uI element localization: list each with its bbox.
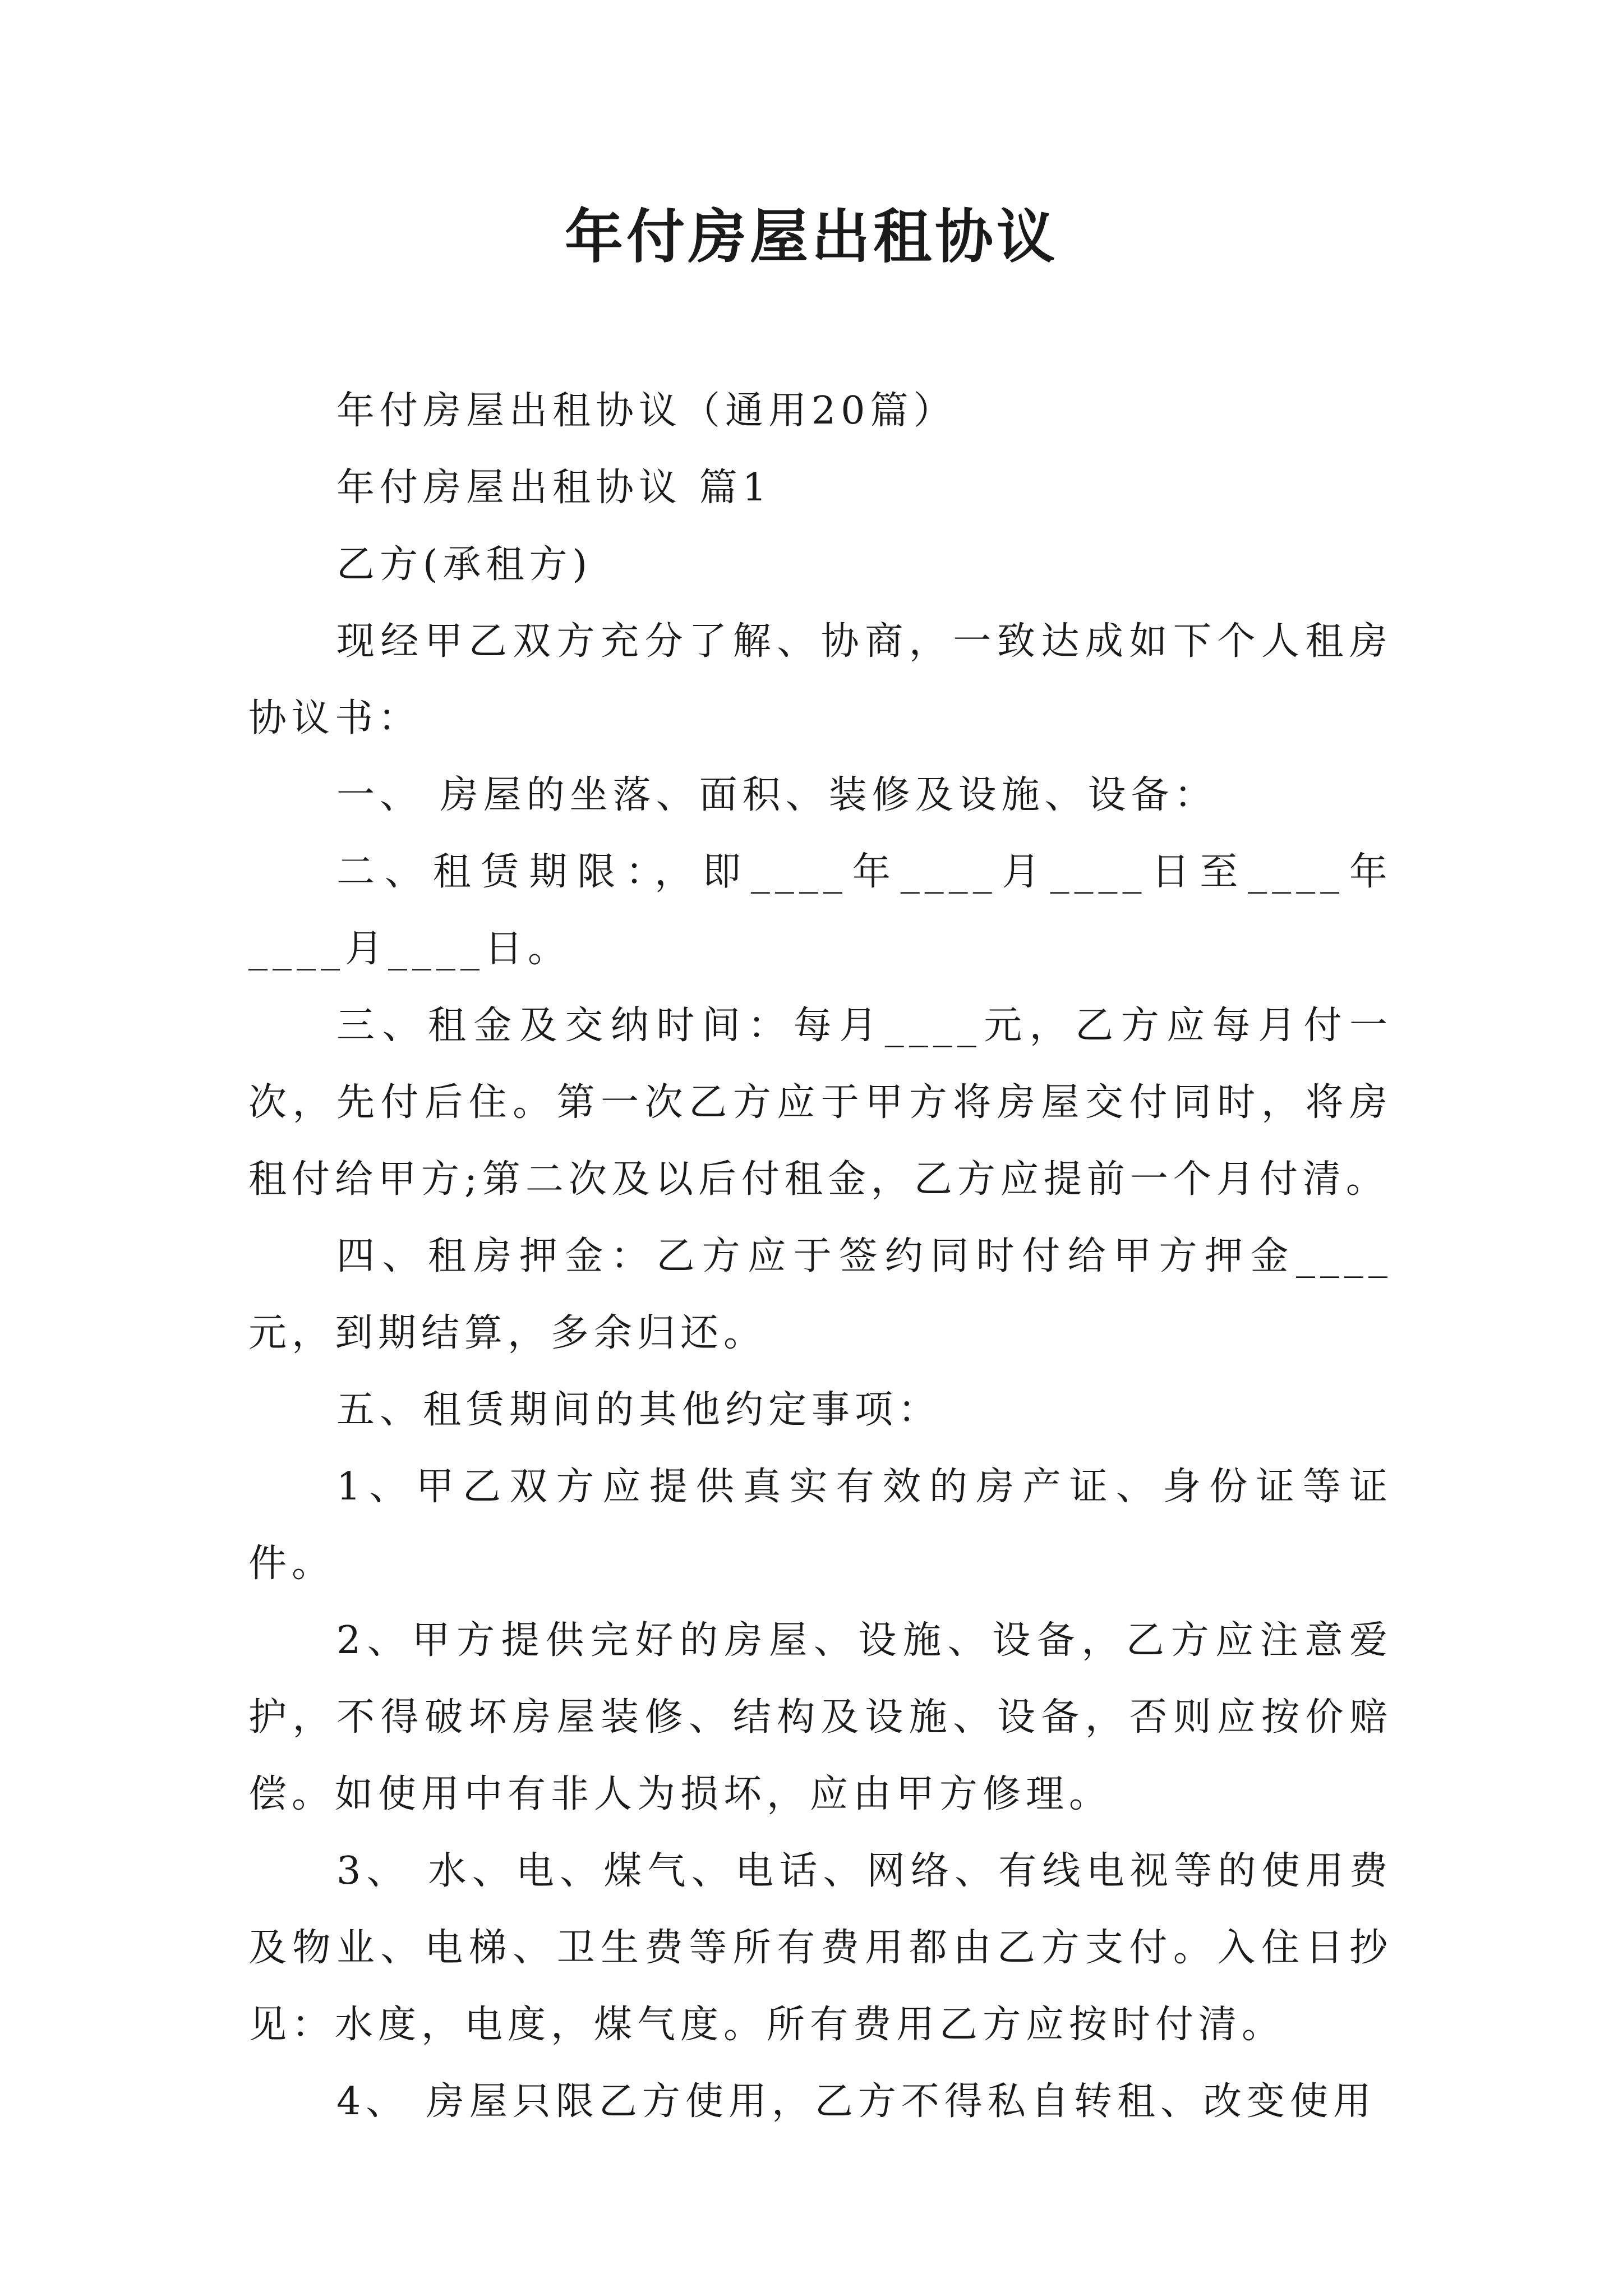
paragraph: 三、租金及交纳时间：每月____元，乙方应每月付一次，先付后住。第一次乙方应于甲方将房屋交付同时，将房租付给甲方;第二次及以后付租金，乙方应提前一个月付清。 — [248, 1004, 1393, 1202]
document-body — [248, 372, 1393, 2140]
paragraph: 年付房屋出租协议（通用20篇） — [336, 389, 957, 433]
paragraph: 四、租房押金：乙方应于签约同时付给甲方押金____元，到期结算，多余归还。 — [248, 1234, 1393, 1355]
paragraph: 年付房屋出租协议 篇1 — [336, 466, 772, 510]
paragraph: 3、 水、电、煤气、电话、网络、有线电视等的使用费及物业、电梯、卫生费等所有费用都由乙方支付。入住日抄见：水度，电度，煤气度。所有费用乙方应按时付清。 — [248, 1849, 1393, 2047]
paragraph: 现经甲乙双方充分了解、协商，一致达成如下个人租房协议书： — [248, 619, 1393, 740]
paragraph: 五、租赁期间的其他约定事项： — [336, 1388, 942, 1432]
document-title: 年付房屋出租协议 — [564, 202, 1058, 271]
paragraph: 二、租赁期限：，即____年____月____日至____年____月____日。 — [248, 850, 1393, 971]
paragraph: 乙方(承租方) — [336, 542, 593, 587]
paragraph: 4、 房屋只限乙方使用，乙方不得私自转租、改变使用 — [336, 2079, 1376, 2124]
paragraph: 1、甲乙双方应提供真实有效的房产证、身份证等证件。 — [248, 1465, 1393, 1586]
paragraph: 2、甲方提供完好的房屋、设施、设备，乙方应注意爱护，不得破坏房屋装修、结构及设施、设备，否则应按价赔偿。如使用中有非人为损坏，应由甲方修理。 — [248, 1618, 1393, 1816]
paragraph: 一、 房屋的坐落、面积、装修及设施、设备： — [336, 773, 1218, 817]
